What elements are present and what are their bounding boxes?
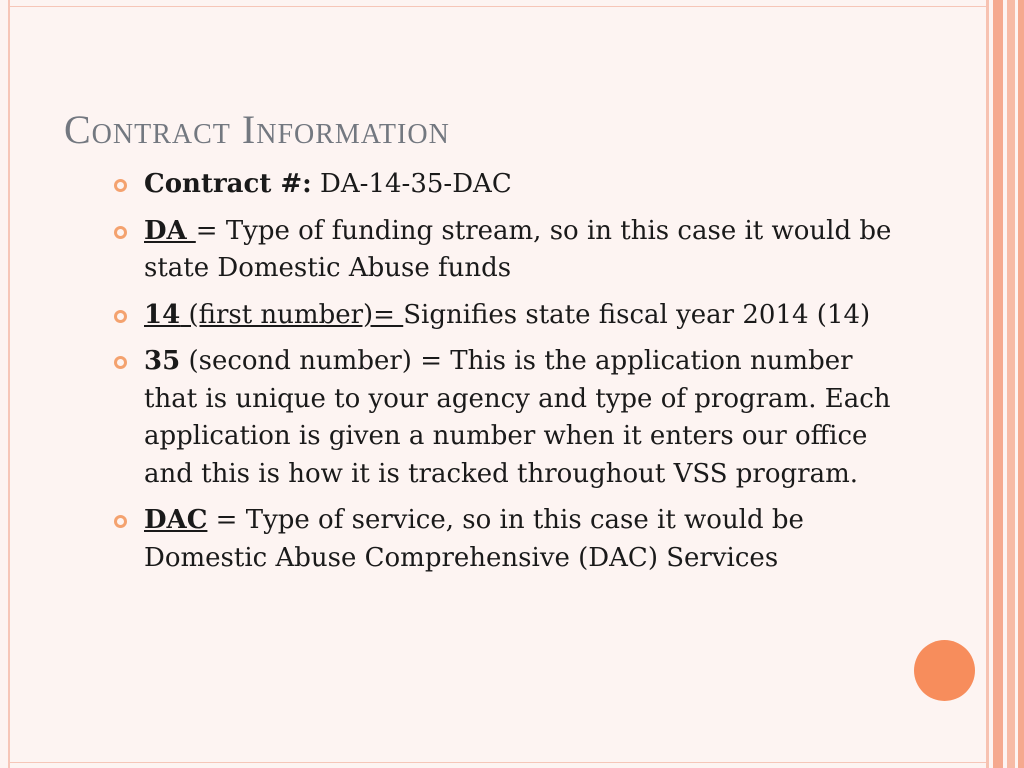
bullet-circle-icon [114, 179, 127, 192]
frame-bottom-line [8, 762, 986, 763]
bullet-item-da [112, 213, 912, 288]
application-number-label: 35 [144, 346, 181, 376]
bullet-circle-icon [114, 515, 127, 528]
dac-label: DAC [144, 505, 208, 535]
contract-number-value: DA-14-35-DAC [311, 169, 512, 199]
bullet-item-contract-number [112, 166, 912, 204]
decorative-stripes [986, 0, 1024, 768]
bullet-circle-icon [114, 356, 127, 369]
da-label: DA [144, 215, 196, 246]
bullet-item-dac [112, 502, 912, 577]
bullet-item-35 [112, 343, 912, 493]
accent-circle [914, 640, 975, 701]
frame-top-line [8, 6, 986, 7]
application-number-description: (second number) = This is the application number that is unique to your agency and type of program. Each application is given a number when it enters our office and this is how it is tracked throughout VSS program. [144, 346, 891, 489]
fiscal-year-label: 14 [144, 299, 181, 330]
bullet-circle-icon [114, 226, 127, 239]
dac-description: = Type of service, so in this case it would be Domestic Abuse Comprehensive (DAC) Services [144, 505, 804, 573]
fiscal-year-label-rest: (first number)= [180, 299, 404, 330]
slide-title: Contract Information [64, 107, 450, 152]
bullet-item-14 [112, 297, 912, 335]
bullet-circle-icon [114, 310, 127, 323]
da-description: = Type of funding stream, so in this case it would be state Domestic Abuse funds [144, 215, 892, 283]
bullet-list [112, 166, 912, 586]
fiscal-year-description: Signifies state fiscal year 2014 (14) [403, 299, 871, 330]
contract-number-label: Contract #: [144, 169, 312, 199]
frame-left-line [8, 0, 10, 768]
